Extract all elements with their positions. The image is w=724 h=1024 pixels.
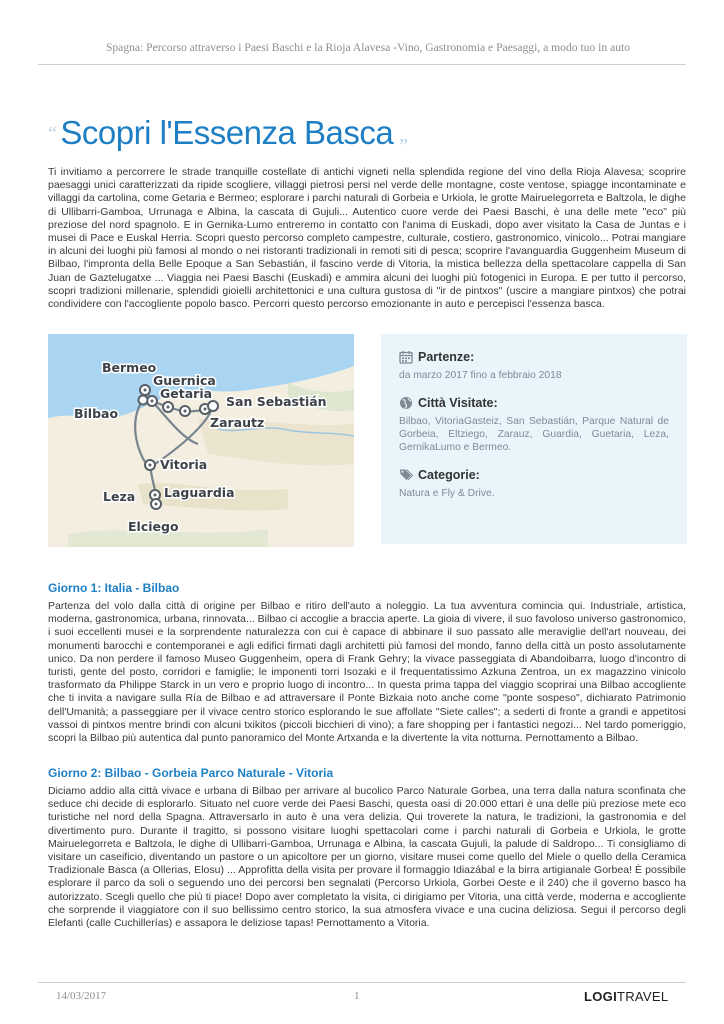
categories-value: Natura e Fly & Drive. — [399, 488, 495, 499]
globe-icon — [399, 396, 413, 410]
departures-heading — [399, 348, 669, 366]
day-1-title: Giorno 1: Italia - Bilbao — [48, 581, 180, 595]
tags-icon — [399, 468, 413, 482]
day-1-text: Partenza del volo dalla città di origine per Bilbao e ritiro dell'auto a noleggio. La tua avventura comincia qui. Industriale, artistica, moderna, gastronomica, urbana, rinnovata... Bilbao ci accoglie a braccia aperte. La gioia di vivere, il suo favoloso universo gastronomico, i suoi eccellenti musei e la sorprendente naturalezza con cui è capace di abbinare il suo passato alle meraviglie dell'art nouveau, dei monumenti barocchi e contemporanei e agli edifici firmati dagli architetti più famosi del mondo, fanno della città un posto assolutamente unico. Da non perdere il famoso Museo Guggenheim, opera di Frank Gehry; la vivace passeggiata di Abandoibarra, luogo d'incontro di turisti, gente del posto, corridori e famiglie; le imponenti torri Isozaki e il frequentatissimo Azkuna Zentroa, un ex magazzino vinicolo trasformato da Philippe Starck in un vero e proprio luogo di incontro... In questa prima tappa del viaggio scoprirai una Bilbao accogliente che ti invita a navigare sulla Ría de Bilbao e ad attraversare il Ponte Bizkaia noto anche come "ponte sospeso", dichiarato Patrimonio dell'Umanità; a passeggiare per il vivace centro storico esplorando le sue affollate "Siete calles"; a sederti di fronte a grandi e appetitosi vassoi di pintxos mentre brindi con alcuni txikitos (piccoli bicchieri di vino); a fare shopping per i fantastici negozi... Nel tardo pomeriggio, scopri la Bilbao più autentica dal punto panoramico del Monte Artxanda e la divertente la vita notturna. Pernottamento a Bilbao. — [48, 600, 686, 745]
map-label-elciego: Elciego — [128, 519, 179, 534]
map-label-vitoria: Vitoria — [160, 457, 208, 472]
route-map-graphic — [48, 334, 354, 547]
day-2-title: Giorno 2: Bilbao - Gorbeia Parco Naturale - Vitoria — [48, 766, 334, 780]
document-header-title: Spagna: Percorso attraverso i Paesi Baschi e la Rioja Alavesa -Vino, Gastronomia e Paesaggi, a modo tuo in auto — [105, 41, 631, 54]
calendar-icon — [399, 350, 413, 364]
departures-label: Partenze: — [418, 350, 475, 364]
map-label-san-sebastian: San Sebastián — [226, 394, 327, 409]
intro-paragraph: Ti invitiamo a percorrere le strade tranquille costellate di antichi vigneti nella splendida regione del vino della Rioja Alavesa; scoprire paesaggi unici caratterizzati da ripide scogliere, villaggi pietrosi persi nel verde delle montagne, coste ventose, spiagge incontaminate e villaggi da cartolina, come Getaria e Bermeo; esplorare i parchi naturali di Gorbeia e Urkiola, le grotte Mairuelegorreta e Baltzola, le dighe di Ullibarri-Gamboa, Urrunaga e Albina, la cascata di Gujuli... Autentico cuore verde dei Paesi Baschi, è una delle mete "eco" più preziose del nord spagnolo. E in Gernika-Lumo entreremo in contatto con l'anima di Euskadi, dopo aver visitato la Casa de Juntas e i musei di Pace e Euskal Herria. Scopri questo percorso completo campestre, culturale, costiero, gastronomico, vinicolo... Potrai mangiare in alcuni dei luoghi più famosi al mondo o nei ristoranti tradizionali in remoti siti di pesca; scoprire l'avanguardia Guggenheim Museum di Bilbao, l'impronta della Belle Epoque a San Sebastián, il fascino verde di Vitoria, la mistica bellezza della spettacolare cappella di San Juan de Gaztelugatxe ... Viaggia nei Paesi Baschi (Euskadi) e ammira alcuni dei luoghi più fotogenici in Europa. E per tutto il percorso, scopri tradizioni millenarie, splendidi gioielli architettonici e una cultura gustosa di "ir de pintxos" (uscire a mangiare pintxos) che potrai condividere con l'accogliente popolo basco. Percorri questo percorso emozionante in auto e percepisci l'essenza basca. — [48, 166, 686, 311]
map-label-laguardia: Laguardia — [164, 485, 235, 500]
cities-label: Città Visitate: — [418, 396, 498, 410]
logo-part-regular: TRAVEL — [616, 989, 669, 1004]
close-quote-icon: ” — [399, 135, 408, 157]
day-2-text: Diciamo addio alla città vivace e urbana di Bilbao per arrivare al bucolico Parco Naturale Gorbea, una terra dalla natura sconfinata che seduce chi decide di esplorarlo. Situato nel cuore verde dei Paesi Baschi, questa oasi di 20.000 ettari è una delle più preziose mete eco turistiche nel nord della Spagna. Attraversarlo in auto è una vera delizia. Qui troverete la natura, le tradizioni, la gastronomia e del divertimento puro. Durante il tragitto, si possono visitare luoghi spettacolari come i parchi naturali di Gorbeia e Urkiola, le grotte Mairuelegorreta e Baltzola, le dighe di Ullibarri-Gamboa, Urrunaga e Albina, la cascata Gujuli, la palude di Saldropo... Ti consigliamo di visitare un caseificio, diventando un pastore o un apicoltore per un giorno, visitare musei come quello del Miele o quello della Ceramica Tradizionale Basca (a Ollerias, Elosu) ... Approfitta della visita per provare il formaggio Idiazábal e la birra artigianale Gorbea! È possibile esplorare il parco da soli o seguendo uno dei percorsi ben segnalati (Percorso Urkiola, Gorbei Oeste e il 240) che il governo basco ha autorizzato. Scegli quello che più ti piace! Dopo aver completato la visita, ci dirigiamo per Vitoria, una città verde, moderna e accogliente che sorprende il viaggiatore con il suo bellissimo centro storico, la sua atmosfera vivace e una cucina deliziosa. Segui il percorso degli Elefanti (calle Cuchillerías) e assapora le deliziose tapas! Pernottamento a Vitoria. — [48, 785, 686, 930]
map-label-bilbao: Bilbao — [74, 406, 119, 421]
cities-heading — [399, 394, 669, 412]
header-divider — [38, 64, 686, 65]
page-title — [48, 114, 408, 158]
logo-part-bold: LOGI — [584, 989, 617, 1004]
map-label-leza: Leza — [103, 489, 136, 504]
categories-heading — [399, 466, 669, 484]
departures-section — [399, 348, 669, 382]
open-quote-icon: “ — [48, 123, 57, 145]
map-label-guernica: Guernica — [153, 373, 216, 388]
footer-divider — [38, 982, 686, 983]
departures-value: da marzo 2017 fino a febbraio 2018 — [399, 370, 562, 381]
footer-date: 14/03/2017 — [56, 990, 107, 1002]
page-title-text: Scopri l'Essenza Basca — [60, 114, 394, 151]
cities-value: Bilbao, VitoriaGasteiz, San Sebastián, Parque Natural de Gorbeia, Eltziego, Zarauz, Guardia, Guetaria, Leza, GernikaLumo e Bermeo. — [399, 416, 669, 453]
map-label-getaria: Getaria — [160, 386, 213, 401]
map-label-zarautz: Zarautz — [210, 415, 265, 430]
categories-label: Categorie: — [418, 468, 480, 482]
trip-info-box — [381, 334, 687, 544]
categories-section — [399, 466, 669, 500]
logitravel-logo — [584, 989, 668, 1004]
map-label-bermeo: Bermeo — [102, 360, 157, 375]
cities-section — [399, 394, 669, 454]
page-number: 1 — [354, 990, 360, 1002]
route-map — [48, 334, 354, 547]
